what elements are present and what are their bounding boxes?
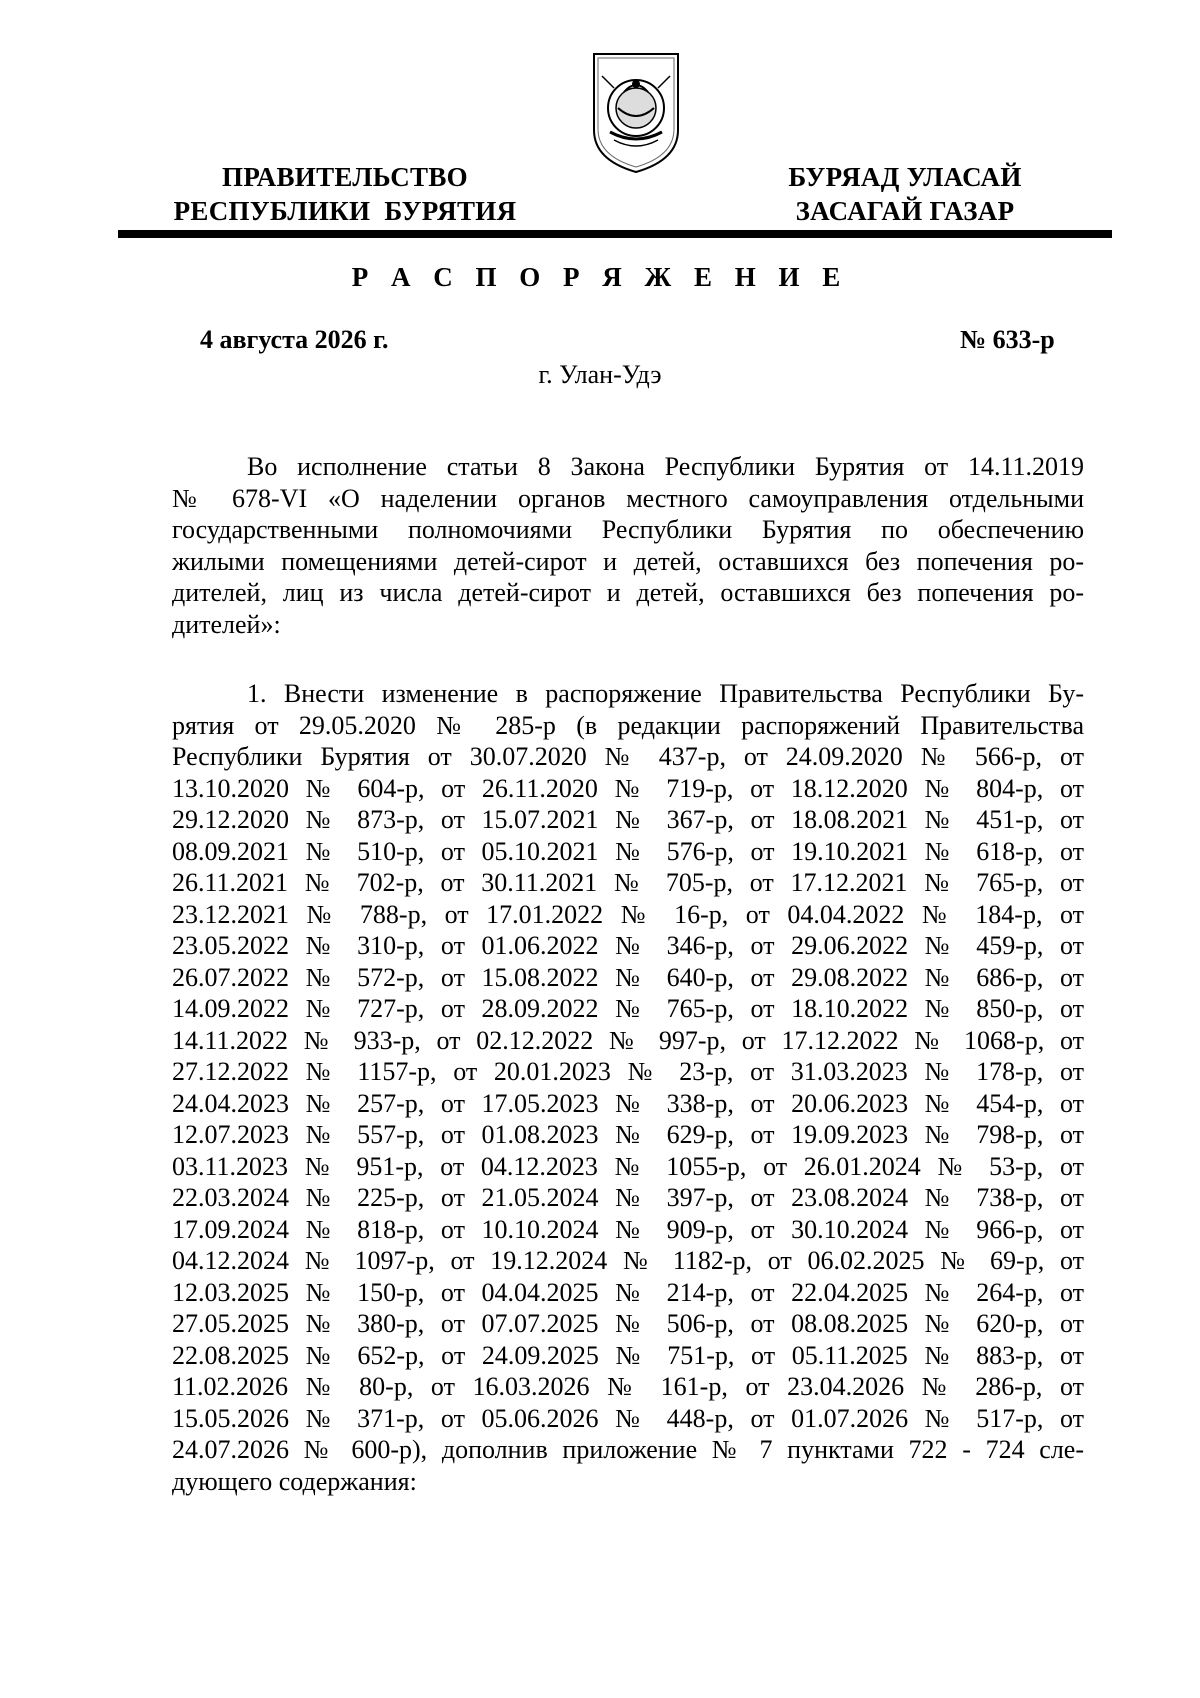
text-line: 14.09.2022 № 727-р, от 28.09.2022 № 765-р, от 18.10.2022 № 850-р, от (172, 994, 1084, 1023)
text-line: 1. Внести изменение в распоряжение Правительства Республики Бу- (247, 679, 1084, 708)
text-line: 15.05.2026 № 371-р, от 05.06.2026 № 448-р, от 01.07.2026 № 517-р, от (172, 1403, 1084, 1433)
text-line: 22.03.2024 № 225-р, от 21.05.2024 № 397-р, от 23.08.2024 № 738-р, от (172, 1183, 1084, 1212)
text-line: жилыми помещениями детей-сирот и детей, оставшихся без попечения ро- (172, 546, 1084, 576)
text-line: Республики Бурятия от 30.07.2020 № 437-р, от 24.09.2020 № 566-р, от (172, 742, 1084, 771)
text-line: Во исполнение статьи 8 Закона Республики Бурятия от 14.11.2019 (247, 452, 1084, 481)
text-line: 14.11.2022 № 933-р, от 02.12.2022 № 997-р, от 17.12.2022 № 1068-р, от (172, 1025, 1084, 1055)
text-line: дителей, лиц из числа детей-сирот и детей, оставшихся без попечения ро- (172, 578, 1084, 607)
document-date: 4 августа 2026 г. (200, 325, 389, 354)
text-line: 12.07.2023 № 557-р, от 01.08.2023 № 629-р, от 19.09.2023 № 798-р, от (172, 1120, 1084, 1149)
government-name-ru-line2: РЕСПУБЛИКИ БУРЯТИЯ (173, 196, 517, 226)
text-line: рятия от 29.05.2020 № 285-р (в редакции распоряжений Правительства (172, 710, 1084, 740)
text-line: дителей»: (172, 609, 281, 639)
government-name-ru-line1: ПРАВИТЕЛЬСТВО (222, 162, 468, 192)
text-line: 08.09.2021 № 510-р, от 05.10.2021 № 576-р, от 19.10.2021 № 618-р, от (172, 836, 1084, 866)
document-number: № 633-р (960, 325, 1055, 354)
paragraph-item-1 (172, 678, 1084, 1497)
government-name-bua-line1: БУРЯАД УЛАСАЙ (788, 162, 1022, 192)
document-city: г. Улан-Удэ (538, 360, 662, 389)
text-line: 23.12.2021 № 788-р, от 17.01.2022 № 16-р, от 04.04.2022 № 184-р, от (172, 899, 1084, 929)
government-name-bua-line2: ЗАСАГАЙ ГАЗАР (795, 196, 1015, 226)
document-title: Р А С П О Р Я Ж Е Н И Е (351, 262, 849, 292)
text-line: 26.11.2021 № 702-р, от 30.11.2021 № 705-р, от 17.12.2021 № 765-р, от (172, 868, 1084, 897)
header-divider (118, 230, 1112, 238)
government-name-ru (150, 160, 540, 228)
text-line: 12.03.2025 № 150-р, от 04.04.2025 № 214-р, от 22.04.2025 № 264-р, от (172, 1277, 1084, 1307)
government-name-bua (770, 160, 1040, 228)
text-line: дующего содержания: (172, 1466, 417, 1496)
text-line: № 678-VI «О наделении органов местного самоуправления отдельными (172, 483, 1084, 513)
coat-of-arms-icon (588, 48, 684, 176)
text-line: 11.02.2026 № 80-р, от 16.03.2026 № 161-р, от 23.04.2026 № 286-р, от (172, 1372, 1084, 1401)
text-line: 24.07.2026 № 600-р), дополнив приложение № 7 пунктами 722 - 724 сле- (172, 1435, 1084, 1464)
text-line: 13.10.2020 № 604-р, от 26.11.2020 № 719-р, от 18.12.2020 № 804-р, от (172, 773, 1084, 803)
text-line: 17.09.2024 № 818-р, от 10.10.2024 № 909-р, от 30.10.2024 № 966-р, от (172, 1214, 1084, 1244)
text-line: 29.12.2020 № 873-р, от 15.07.2021 № 367-р, от 18.08.2021 № 451-р, от (172, 805, 1084, 834)
text-line: 03.11.2023 № 951-р, от 04.12.2023 № 1055-р, от 26.01.2024 № 53-р, от (172, 1151, 1084, 1181)
text-line: 22.08.2025 № 652-р, от 24.09.2025 № 751-р, от 05.11.2025 № 883-р, от (172, 1340, 1084, 1370)
text-line: 27.12.2022 № 1157-р, от 20.01.2023 № 23-р, от 31.03.2023 № 178-р, от (172, 1057, 1084, 1086)
text-line: государственными полномочиями Республики Бурятия по обеспечению (172, 515, 1084, 544)
text-line: 23.05.2022 № 310-р, от 01.06.2022 № 346-р, от 29.06.2022 № 459-р, от (172, 931, 1084, 960)
text-line: 04.12.2024 № 1097-р, от 19.12.2024 № 1182-р, от 06.02.2025 № 69-р, от (172, 1246, 1084, 1275)
text-line: 26.07.2022 № 572-р, от 15.08.2022 № 640-р, от 29.08.2022 № 686-р, от (172, 962, 1084, 992)
text-line: 24.04.2023 № 257-р, от 17.05.2023 № 338-р, от 20.06.2023 № 454-р, от (172, 1088, 1084, 1118)
paragraph-preamble (172, 451, 1084, 640)
text-line: 27.05.2025 № 380-р, от 07.07.2025 № 506-р, от 08.08.2025 № 620-р, от (172, 1309, 1084, 1338)
